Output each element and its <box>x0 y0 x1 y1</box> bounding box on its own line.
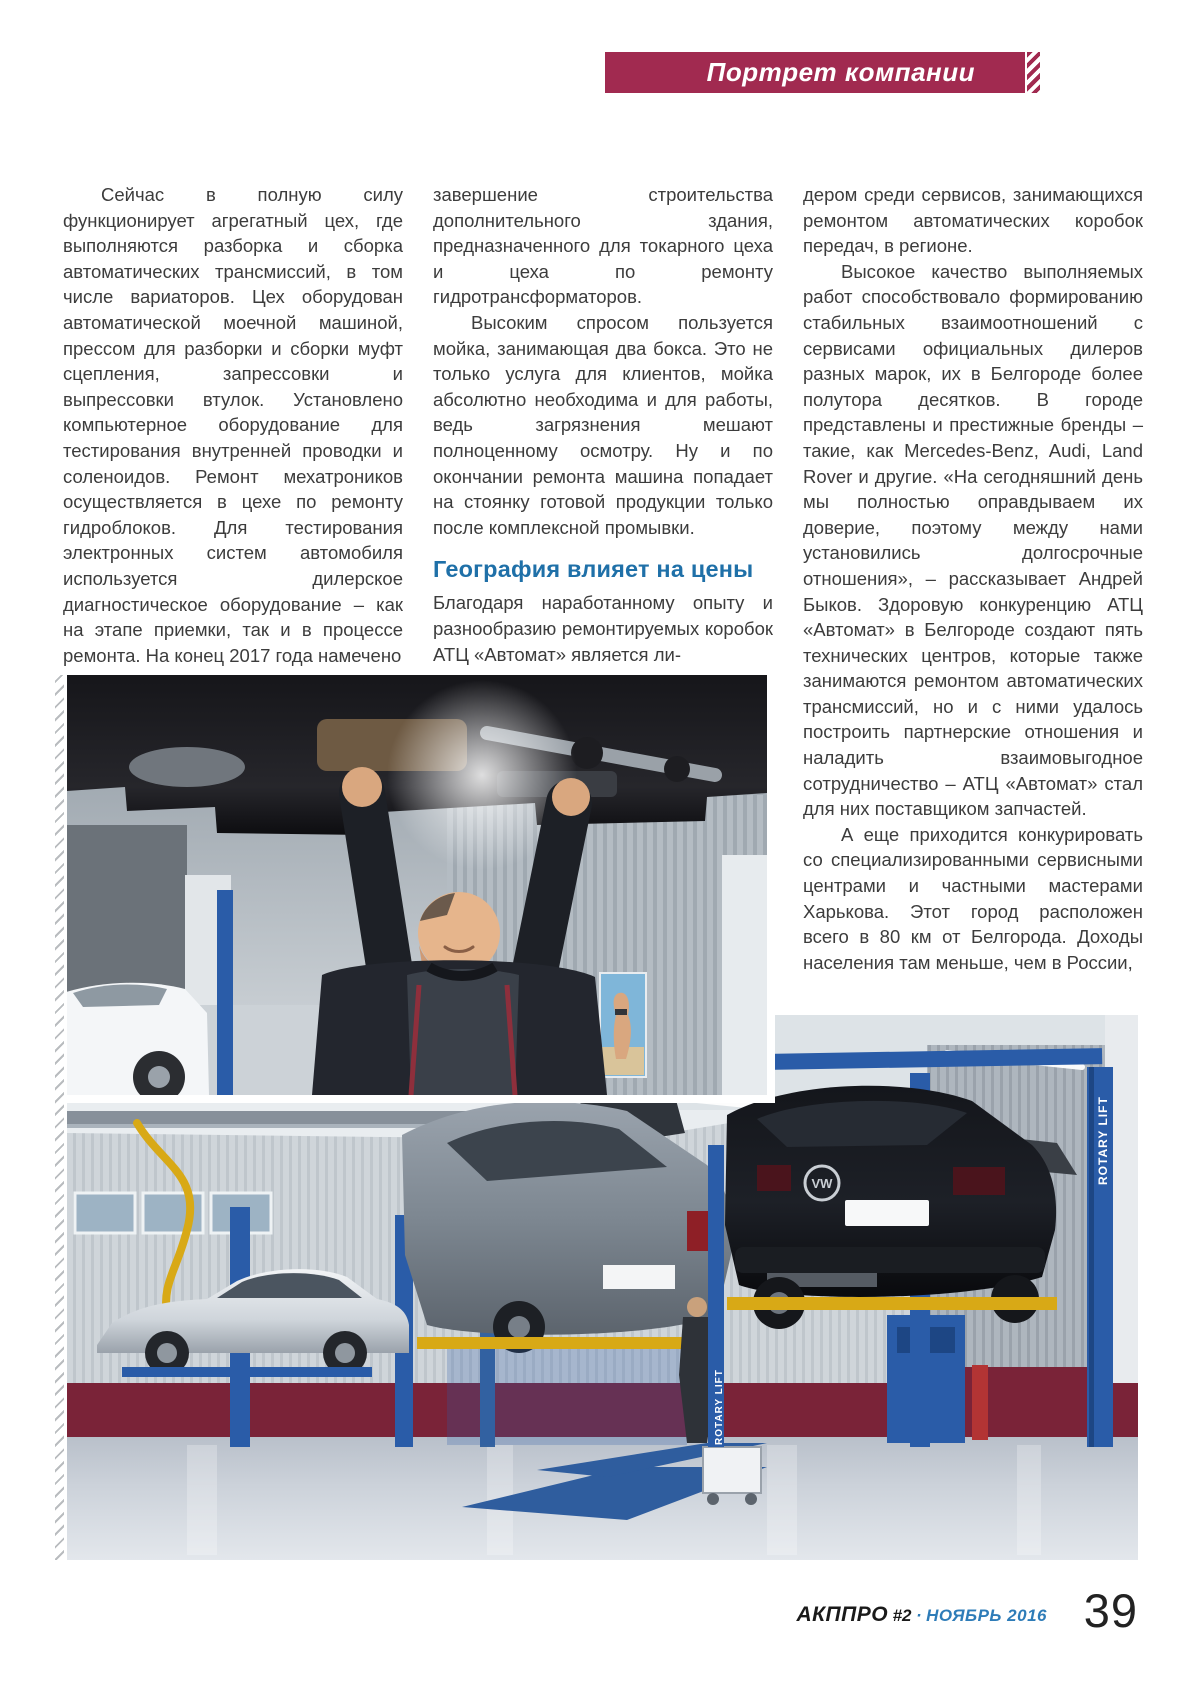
paragraph: Высоким спросом пользуется мойка, занимающая два бокса. Это не только услуга для клиентов, мойка абсолютно необходима и для работы, ведь загрязнения мешают полноценному осмотру. Ну и по окончании ремонта машина попадает на стоянку готовой продукции только после комплексной промывки. <box>433 311 773 538</box>
paragraph: А еще приходится конкурировать со специализированными сервисными центрами и частными мастерами Харькова. Этот город расположен всего в 80 км от Белгорода. Доходы населения там меньше, чем в России, <box>803 823 1143 973</box>
footer-magazine-name: АКППРО <box>796 1603 889 1626</box>
rotary-lift-label-right: ROTARY LIFT <box>1096 1096 1110 1185</box>
paragraph: завершение строительства дополнительного здания, предназначенного для токарного цеха и цеха по ремонту гидротрансформаторов. <box>433 184 773 308</box>
body-column-2 <box>433 182 773 667</box>
body-column-3 <box>803 182 1143 975</box>
page-number: 39 <box>1083 1584 1138 1637</box>
footer-separator: · <box>915 1606 922 1625</box>
paragraph: Благодаря наработанному опыту и разнообразию ремонтируемых коробок АТЦ «Автомат» является ли- <box>433 592 773 665</box>
vw-badge: VW <box>811 1176 833 1191</box>
footer-date: НОЯБРЬ 2016 <box>926 1606 1047 1625</box>
rubric-badge <box>605 52 1025 93</box>
body-column-1 <box>63 182 403 668</box>
section-heading: География влияет на цены <box>433 556 754 583</box>
paragraph: дером среди сервисов, занимающихся ремонтом автоматических коробок передач, в регионе. <box>803 184 1143 257</box>
footer-issue: #2 <box>892 1606 912 1625</box>
paragraph: Высокое качество выполняемых работ способствовало формированию стабильных взаимоотношений с сервисами официальных дилеров разных марок, их в Белгороде более полутора десятков. В городе представлены и престижные бренды – такие, как Mercedes-Benz, Audi, Land Rover и другие. «На сегодняшний день мы полностью оправдываем их доверие, поэтому между нами установились долгосрочные отношения», – рассказывает Андрей Быков. Здоровую конкуренцию АТЦ «Автомат» в Белгороде создают пять технических центров, которые также занимаются ремонтом автоматических трансмиссий, но и с ними удалось построить партнерские отношения и наладить взаимовыгодное сотрудничество – АТЦ «Автомат» стал для них поставщиком запчастей. <box>803 260 1143 820</box>
photo-hatch-strip <box>55 675 64 1560</box>
footer-magazine-line <box>560 1603 1047 1627</box>
white-car <box>67 983 209 1095</box>
rubric-title: Портрет компании <box>706 57 975 87</box>
rubric-hatch-decoration <box>1027 52 1040 93</box>
paragraph: Сейчас в полную силу функционирует агрегатный цех, где выполняются разборка и сборка автоматических трансмиссий, в том числе вариаторов. Цех оборудован автоматической моечной машиной, прессом для разборки и сборки муфт сцепления, запрессовки и выпрессовки втулок. Установлено компьютерное оборудование для тестирования внутренней проводки и соленоидов. Ремонт мехатроников осуществляется в цехе по ремонту гидроблоков. Для тестирования электронных систем автомобиля используется дилерское диагностическое оборудование – как на этапе приемки, так и в процессе ремонта. На конец 2017 года намечено <box>63 184 403 666</box>
photo-mechanic-under-car <box>67 675 767 1095</box>
pinup-poster <box>600 973 646 1077</box>
rotary-lift-label-mid: ROTARY LIFT <box>714 1369 725 1445</box>
photo-mechanic-frame <box>67 675 775 1103</box>
